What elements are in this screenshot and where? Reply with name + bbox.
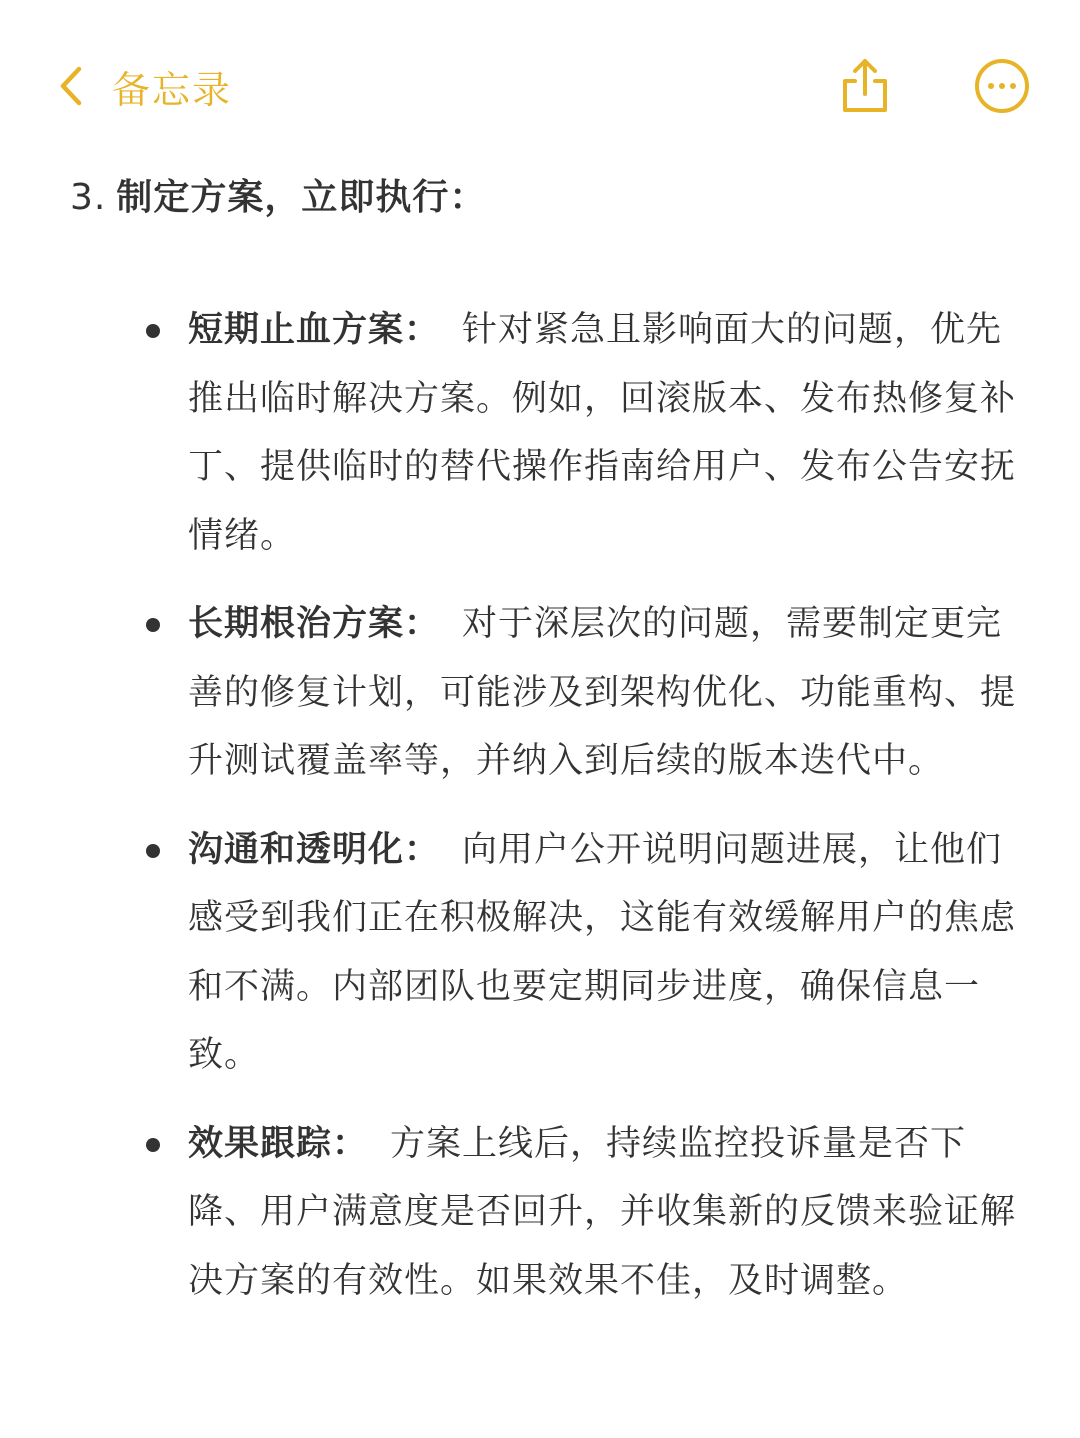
navigation-bar xyxy=(0,0,1080,150)
note-body[interactable] xyxy=(70,168,1030,1335)
share-icon xyxy=(834,56,894,116)
list-item xyxy=(70,1110,1030,1316)
back-label: 备忘录 xyxy=(112,67,233,112)
back-button[interactable] xyxy=(58,56,232,116)
item-title: 效果跟踪： xyxy=(188,1123,369,1164)
bullet-dot xyxy=(146,844,160,858)
heading-number: 3. xyxy=(70,177,107,218)
item-title: 长期根治方案： xyxy=(188,604,441,644)
bullet-dot xyxy=(146,324,160,338)
list-item xyxy=(70,816,1030,1090)
list-item xyxy=(70,590,1030,796)
heading-title: 制定方案，立即执行： xyxy=(116,177,487,218)
chevron-left-icon xyxy=(58,64,84,108)
section-heading xyxy=(70,168,1030,228)
item-title: 短期止血方案： xyxy=(188,310,441,350)
item-title: 沟通和透明化： xyxy=(188,829,441,870)
share-button[interactable] xyxy=(834,56,894,116)
bullet-dot xyxy=(146,1138,160,1152)
more-icon xyxy=(972,56,1032,116)
more-button[interactable] xyxy=(972,56,1032,116)
list-item xyxy=(70,296,1030,570)
bullet-dot xyxy=(146,618,160,632)
bullet-list xyxy=(70,296,1030,1315)
item-text: 对于深层次的问题，需要制定更完善的修复计划，可能涉及到架构优化、功能重构、提升测试覆盖率等，并纳入到后续的版本迭代中。 xyxy=(188,604,1017,781)
item-text: 向用户公开说明问题进展，让他们感受到我们正在积极解决，这能有效缓解用户的焦虑和不满。内部团队也要定期同步进度，确保信息一致。 xyxy=(188,829,1017,1075)
item-text: 针对紧急且影响面大的问题，优先推出临时解决方案。例如，回滚版本、发布热修复补丁、提供临时的替代操作指南给用户、发布公告安抚情绪。 xyxy=(188,310,1017,556)
item-text: 方案上线后，持续监控投诉量是否下降、用户满意度是否回升，并收集新的反馈来验证解决方案的有效性。如果效果不佳，及时调整。 xyxy=(188,1123,1017,1301)
